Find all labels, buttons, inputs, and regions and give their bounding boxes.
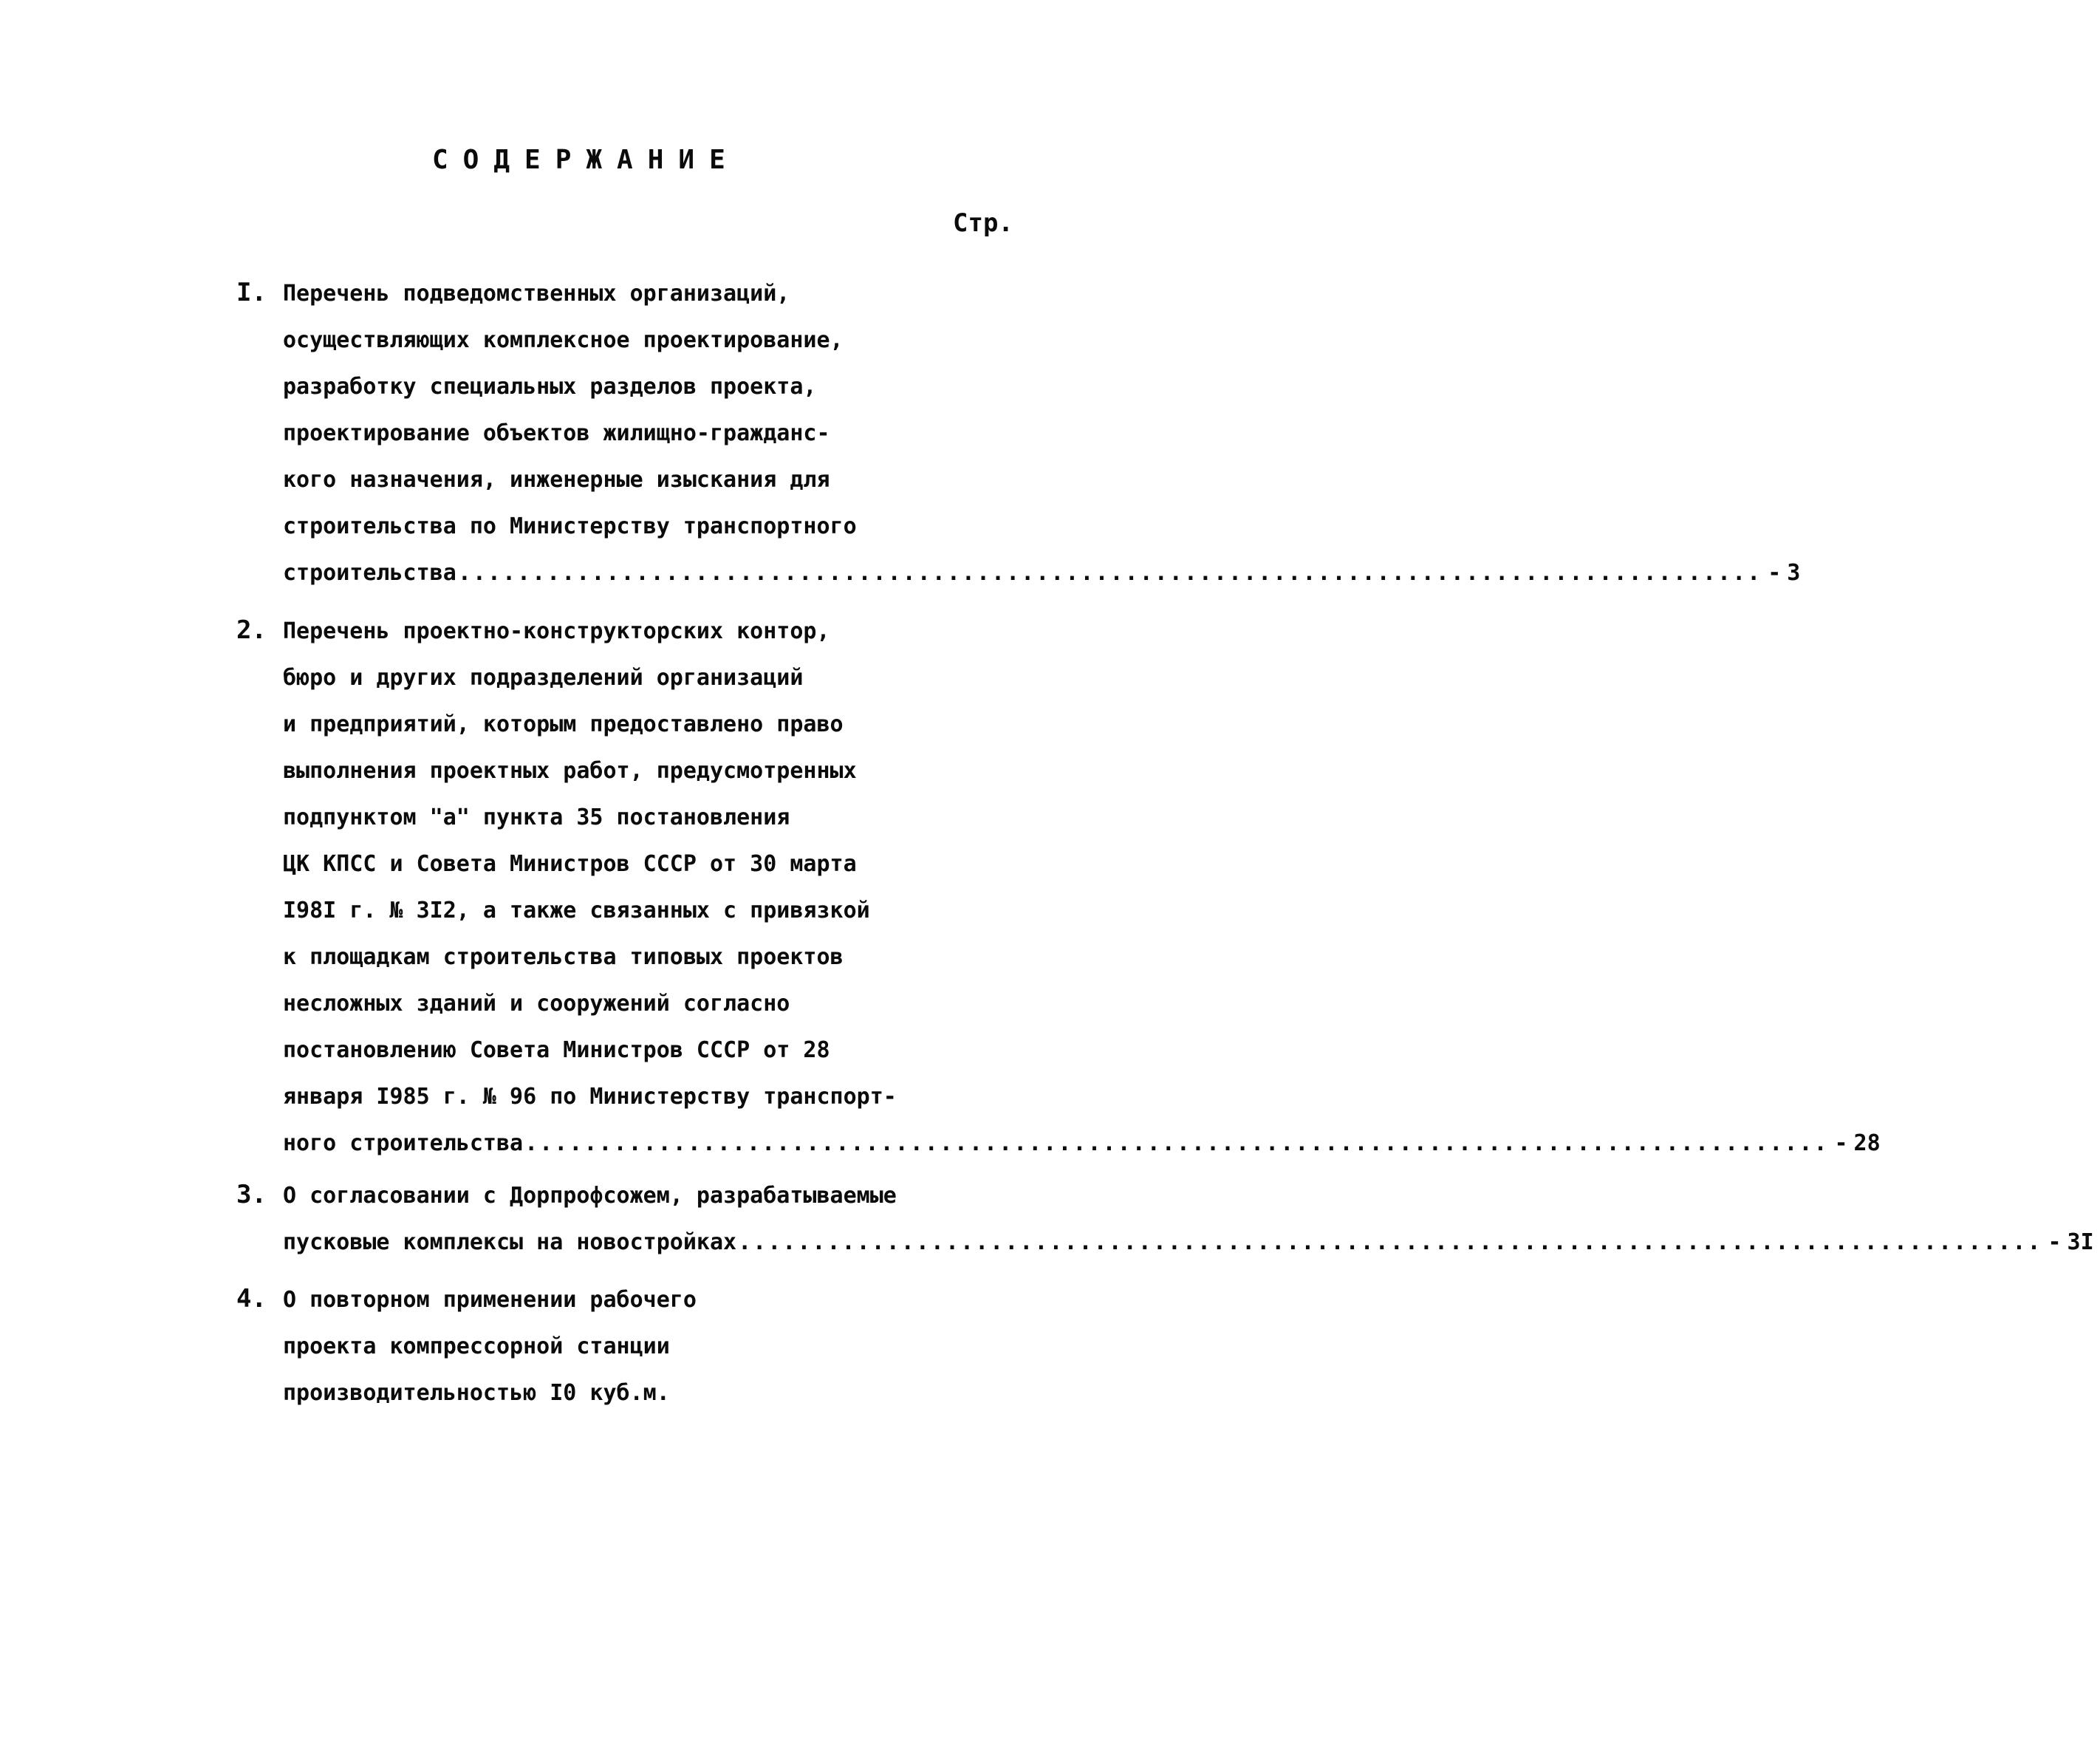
toc-entry-line: I98I г. № 3I2, а также связанных с привязкой — [283, 898, 870, 923]
toc-entry-line: и предприятий, которым предоставлено право — [283, 711, 844, 737]
toc-entry-text — [283, 278, 1801, 604]
toc-dash: - — [1768, 560, 1782, 586]
toc-entry-number: 3. — [236, 1180, 267, 1209]
toc-entry-number: 2. — [236, 615, 267, 645]
toc-entry-number: 4. — [236, 1284, 267, 1314]
toc-entry-line: подпунктом "а" пункта 35 постановления — [283, 805, 790, 830]
toc-entry-line: к площадкам строительства типовых проектов — [283, 944, 844, 970]
toc-entry-line: постановлению Совета Министров СССР от 28 — [283, 1037, 830, 1063]
toc-entry-number: I. — [236, 278, 267, 307]
toc-entry-line: ЦК КПСС и Совета Министров СССР от 30 марта — [283, 851, 857, 877]
toc-entry-line: проектирование объектов жилищно-гражданс- — [283, 420, 830, 446]
dot-leader: ........................................................................................ — [738, 1229, 2042, 1255]
toc-entry-line: Перечень подведомственных организаций, — [283, 281, 790, 307]
toc-entry-line: строительства — [283, 560, 456, 586]
toc-entry-line: проекта компрессорной станции — [283, 1333, 670, 1359]
toc-entry-line: строительства по Министерству транспортного — [283, 513, 857, 539]
dot-leader: ........................................................................................ — [457, 560, 1762, 586]
toc-entry-last-line — [283, 1226, 2094, 1273]
toc-entry-line: кого назначения, инженерные изыскания для — [283, 467, 830, 493]
toc-page-number: 3 — [1787, 560, 1801, 586]
toc-entry-text — [283, 1284, 1066, 1424]
toc-entry-line: Перечень проектно-конструкторских контор, — [283, 618, 830, 644]
toc-page-number: 3I — [2067, 1229, 2094, 1255]
toc-entry-line: пусковые комплексы на новостройках — [283, 1229, 737, 1255]
toc-entry-text — [283, 1180, 2094, 1273]
toc-page-number: 28 — [1853, 1130, 1881, 1156]
toc-dash: - — [1834, 1130, 1848, 1156]
toc-entry-line: осуществляющих комплексное проектирование, — [283, 327, 844, 353]
page-title: СОДЕРЖАНИЕ — [432, 145, 740, 175]
toc-dash: - — [2048, 1229, 2062, 1255]
toc-entry-line: выполнения проектных работ, предусмотренных — [283, 758, 857, 784]
toc-entry-last-line — [283, 1127, 1881, 1174]
toc-entry-line: несложных зданий и сооружений согласно — [283, 991, 790, 1017]
toc-entry-line: производительностью I0 куб.м. — [283, 1380, 670, 1406]
toc-entry-line: января I985 г. № 96 по Министерству транспорт- — [283, 1084, 897, 1110]
toc-entry-line: ного строительства — [283, 1130, 524, 1156]
toc-entry-line: О согласовании с Дорпрофсожем, разрабатываемые — [283, 1183, 897, 1209]
toc-entry-line: разработку специальных разделов проекта, — [283, 374, 817, 400]
toc-entry-line: бюро и других подразделений организаций — [283, 665, 804, 691]
dot-leader: ........................................................................................ — [524, 1130, 1829, 1156]
page-column-label: Стр. — [953, 208, 1013, 238]
toc-entry-last-line — [283, 557, 1801, 604]
toc-entry-text — [283, 615, 1881, 1174]
toc-entry-line: О повторном применении рабочего — [283, 1287, 697, 1313]
